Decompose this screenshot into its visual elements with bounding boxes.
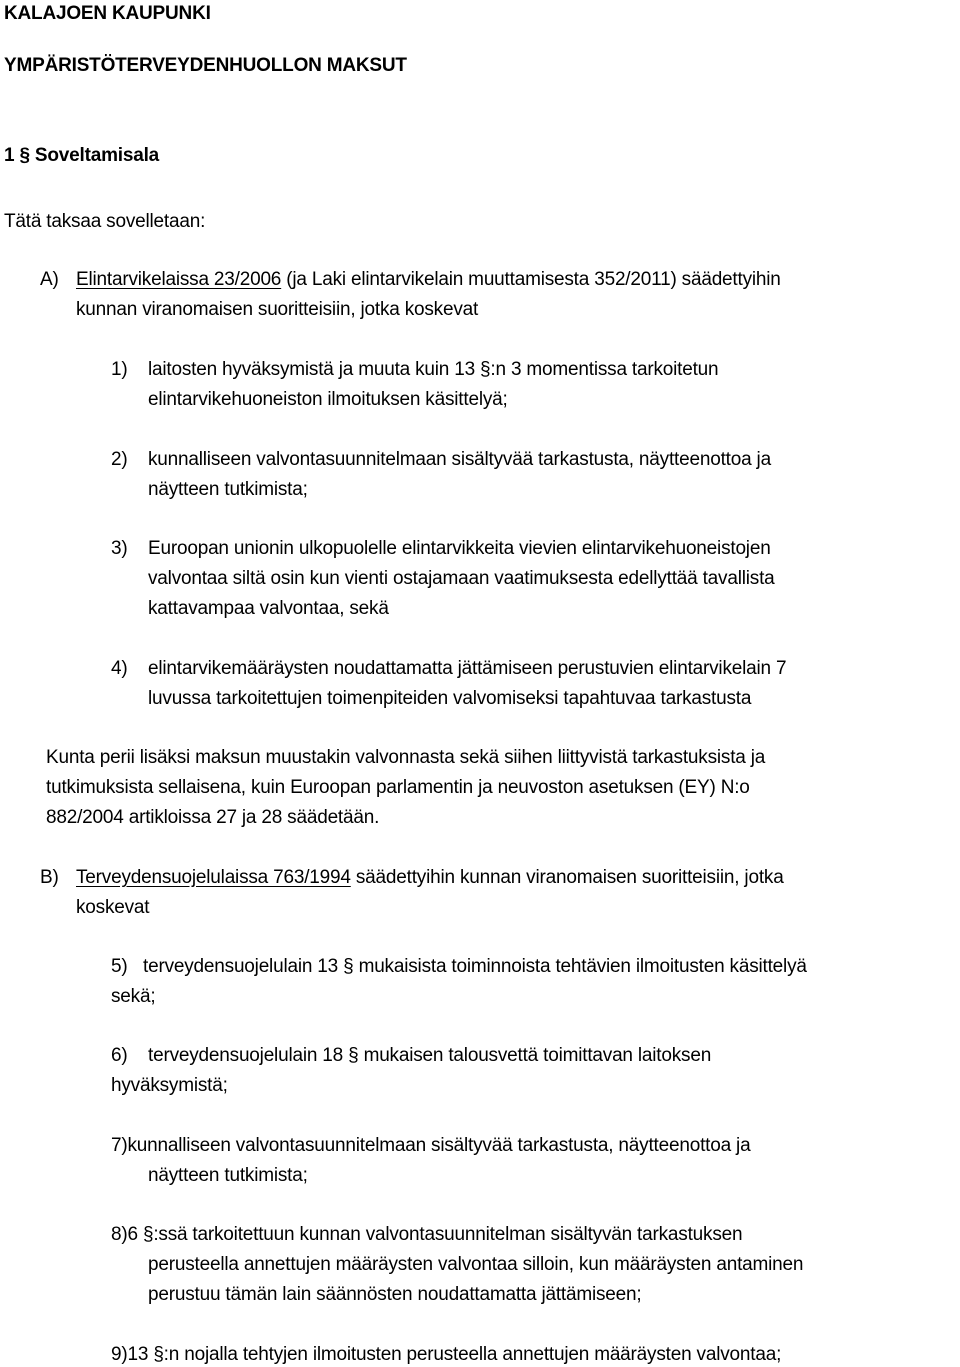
part-a-line-2: kunnan viranomaisen suoritteisiin, jotka koskevat (76, 299, 479, 320)
item-3-line-1: Euroopan unionin ulkopuolelle elintarvikkeita vievien elintarvikehuoneistojen (148, 538, 771, 559)
item-8-line-1 (111, 1223, 742, 1247)
item-3-line-3: kattavampaa valvontaa, sekä (148, 598, 389, 619)
part-b-line-1 (76, 866, 784, 890)
part-a-marker: A) (40, 269, 59, 290)
part-a-line-1 (76, 268, 781, 292)
item-8-number: 8) (111, 1224, 128, 1245)
item-9-line-1 (111, 1343, 781, 1367)
item-7-line-1 (111, 1134, 750, 1158)
item-6-line-2: hyväksymistä; (111, 1075, 228, 1096)
item-4-number: 4) (111, 658, 128, 679)
item-7-text: kunnalliseen valvontasuunnitelmaan sisältyvää tarkastusta, näytteenottoa ja (127, 1135, 751, 1156)
item-2-line-1: kunnalliseen valvontasuunnitelmaan sisältyvää tarkastusta, näytteenottoa ja (148, 449, 771, 470)
part-b-marker: B) (40, 867, 59, 888)
item-9-text: 13 §:n nojalla tehtyjen ilmoitusten perusteella annettujen määräysten valvontaa; (127, 1344, 782, 1365)
document-title: YMPÄRISTÖTERVEYDENHUOLLON MAKSUT (4, 55, 407, 76)
item-8-text: 6 §:ssä tarkoitettuun kunnan valvontasuunnitelman sisältyvän tarkastuksen (127, 1224, 743, 1245)
item-6-line-1: terveydensuojelulain 18 § mukaisen talousvettä toimittavan laitoksen (148, 1045, 712, 1066)
municipality-title: KALAJOEN KAUPUNKI (4, 3, 211, 24)
part-b-line-2: koskevat (76, 897, 150, 918)
item-1-line-1: laitosten hyväksymistä ja muuta kuin 13 §:n 3 momentissa tarkoitetun (148, 359, 719, 380)
item-3-line-2: valvontaa siltä osin kun vienti ostajamaan vaatimuksesta edellyttää tavallista (148, 568, 775, 589)
extra-line-3: 882/2004 artikloissa 27 ja 28 säädetään. (46, 807, 380, 828)
item-4-line-2: luvussa tarkoitettujen toimenpiteiden valvomiseksi tapahtuvaa tarkastusta (148, 688, 752, 709)
extra-line-2: tutkimuksista sellaisena, kuin Euroopan parlamentin ja neuvoston asetuksen (EY) N:o (46, 777, 750, 798)
item-8-line-3: perustuu tämän lain säännösten noudattamatta jättämiseen; (148, 1284, 642, 1305)
section-heading: 1 § Soveltamisala (4, 145, 160, 166)
extra-line-1: Kunta perii lisäksi maksun muustakin valvonnasta sekä siihen liittyvistä tarkastuksista ja (46, 747, 766, 768)
part-b-line-1-rest: säädettyihin kunnan viranomaisen suoritteisiin, jotka (350, 867, 784, 888)
item-2-number: 2) (111, 449, 128, 470)
item-5-line-2: sekä; (111, 986, 156, 1007)
section-intro: Tätä taksaa sovelletaan: (4, 211, 206, 232)
item-4-line-1: elintarvikemääräysten noudattamatta jättämiseen perustuvien elintarvikelain 7 (148, 658, 787, 679)
item-5-line-1: terveydensuojelulain 13 § mukaisista toiminnoista tehtävien ilmoitusten käsittelyä (143, 956, 807, 977)
health-protection-act-link[interactable]: Terveydensuojelulaissa 763/1994 (76, 867, 351, 888)
item-1-line-2: elintarvikehuoneiston ilmoituksen käsittelyä; (148, 389, 508, 410)
item-1-number: 1) (111, 359, 128, 380)
item-3-number: 3) (111, 538, 128, 559)
item-8-line-2: perusteella annettujen määräysten valvontaa silloin, kun määräysten antaminen (148, 1254, 804, 1275)
item-7-number: 7) (111, 1135, 128, 1156)
food-act-link[interactable]: Elintarvikelaissa 23/2006 (76, 269, 282, 290)
part-a-line-1-rest: (ja Laki elintarvikelain muuttamisesta 352/2011) säädettyihin (281, 269, 781, 290)
item-6-number: 6) (111, 1045, 128, 1066)
item-2-line-2: näytteen tutkimista; (148, 479, 308, 500)
item-5-number: 5) (111, 956, 128, 977)
item-7-line-2: näytteen tutkimista; (148, 1165, 308, 1186)
item-9-number: 9) (111, 1344, 128, 1365)
